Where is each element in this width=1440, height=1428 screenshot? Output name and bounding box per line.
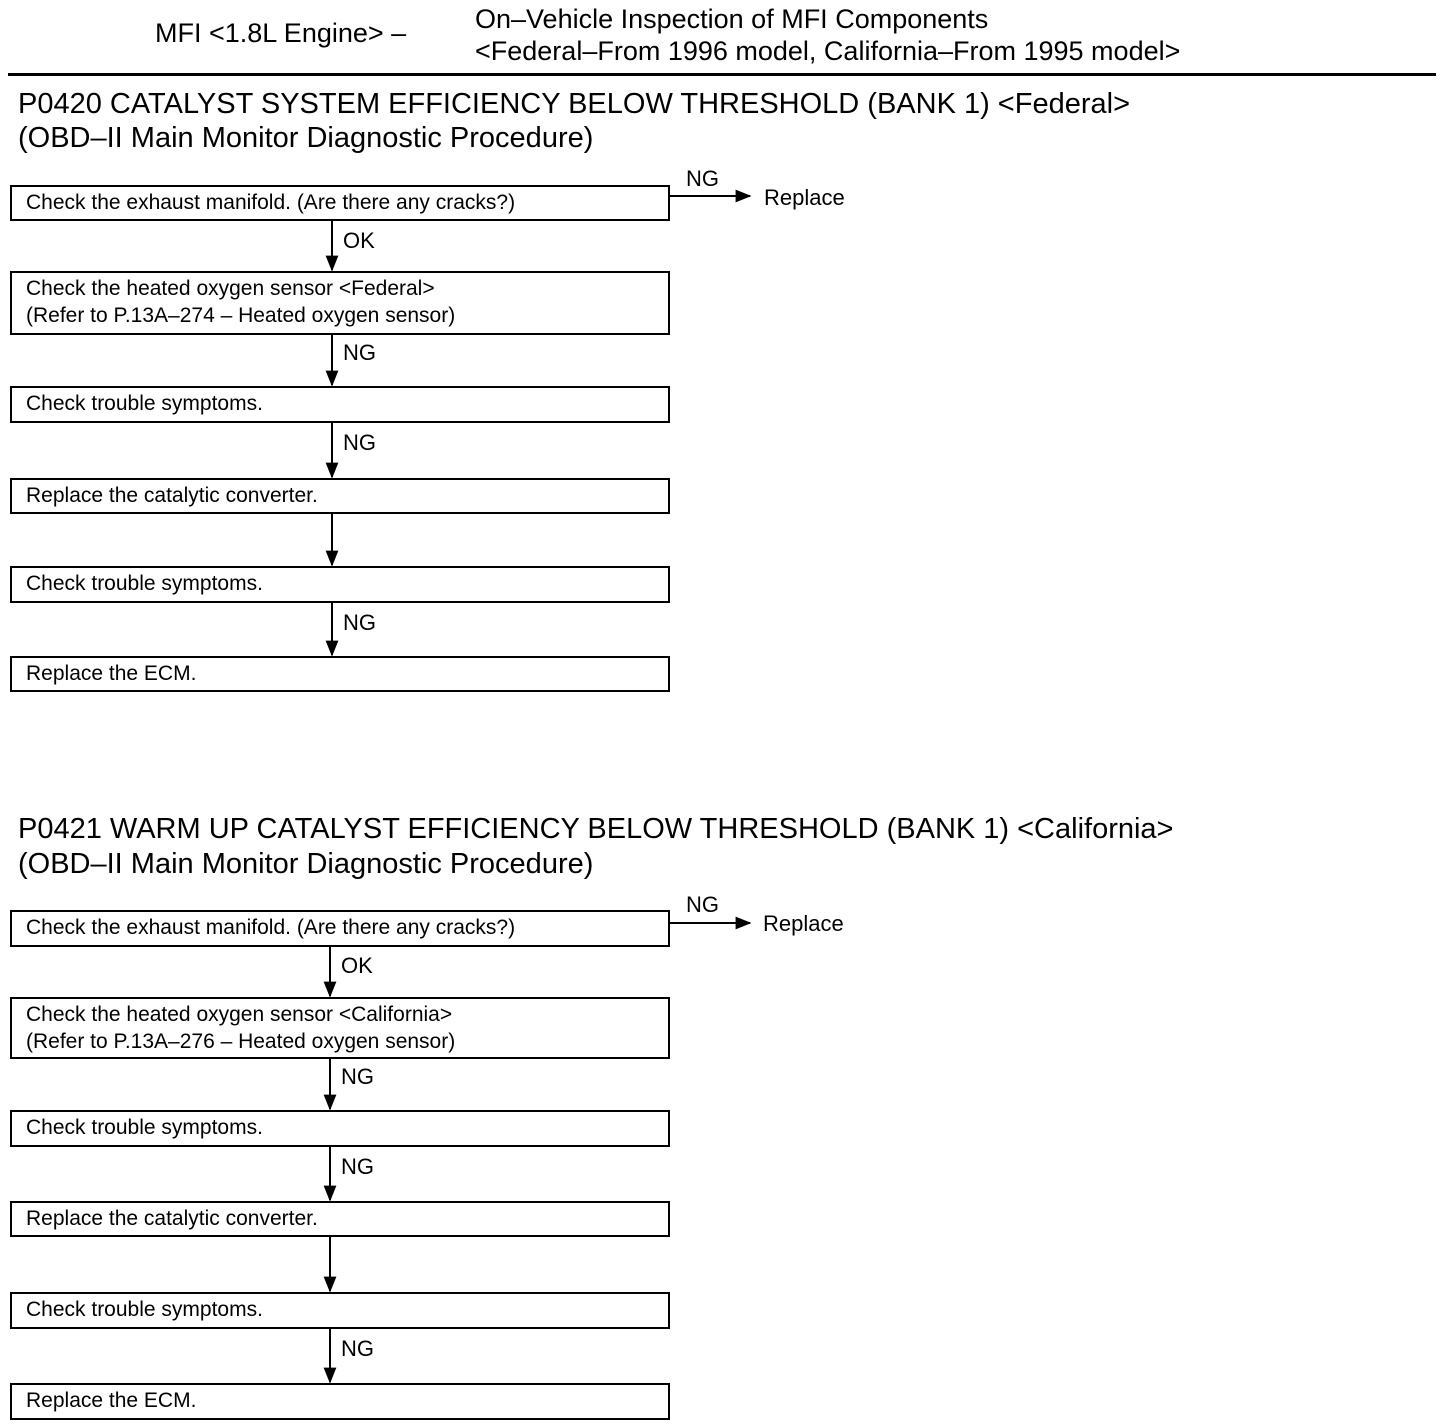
- step-text: Replace the catalytic converter.: [26, 484, 318, 507]
- step-text: Check the exhaust manifold. (Are there any cracks?): [26, 191, 516, 214]
- branch-action: Replace: [763, 911, 844, 936]
- step-text: (Refer to P.13A–274 – Heated oxygen sensor): [26, 304, 456, 327]
- section-title: P0420 CATALYST SYSTEM EFFICIENCY BELOW THRESHOLD (BANK 1) <Federal>: [18, 88, 1131, 120]
- step-text: Check trouble symptoms.: [26, 392, 263, 415]
- step-text: (Refer to P.13A–276 – Heated oxygen sensor): [26, 1030, 456, 1053]
- flow-label: NG: [343, 610, 376, 635]
- flow-label: NG: [341, 1064, 374, 1089]
- step-text: Replace the catalytic converter.: [26, 1207, 318, 1230]
- flow-label: NG: [341, 1154, 374, 1179]
- section-title: P0421 WARM UP CATALYST EFFICIENCY BELOW THRESHOLD (BANK 1) <California>: [18, 813, 1174, 845]
- branch-action: Replace: [764, 185, 845, 210]
- step-text: Check trouble symptoms.: [26, 1116, 263, 1139]
- branch-label: NG: [686, 892, 719, 917]
- flow-label: OK: [341, 953, 373, 978]
- flow-label: OK: [343, 228, 375, 253]
- section-subtitle: (OBD–II Main Monitor Diagnostic Procedure): [18, 122, 594, 154]
- step-text: Check trouble symptoms.: [26, 1298, 263, 1321]
- section-subtitle: (OBD–II Main Monitor Diagnostic Procedure): [18, 848, 594, 880]
- step-text: Check the heated oxygen sensor <California>: [26, 1003, 453, 1026]
- step-text: Replace the ECM.: [26, 1389, 197, 1412]
- step-text: Check the heated oxygen sensor <Federal>: [26, 277, 435, 300]
- flow-label: NG: [343, 340, 376, 365]
- flow-label: NG: [343, 430, 376, 455]
- step-text: Check trouble symptoms.: [26, 572, 263, 595]
- header-title: MFI <1.8L Engine> –: [155, 18, 407, 48]
- header-subtitle-line-2: <Federal–From 1996 model, California–From 1995 model>: [475, 36, 1181, 66]
- step-text: Replace the ECM.: [26, 662, 197, 685]
- flow-label: NG: [341, 1336, 374, 1361]
- step-text: Check the exhaust manifold. (Are there any cracks?): [26, 916, 516, 939]
- branch-label: NG: [686, 166, 719, 191]
- header-subtitle-line-1: On–Vehicle Inspection of MFI Components: [475, 4, 989, 34]
